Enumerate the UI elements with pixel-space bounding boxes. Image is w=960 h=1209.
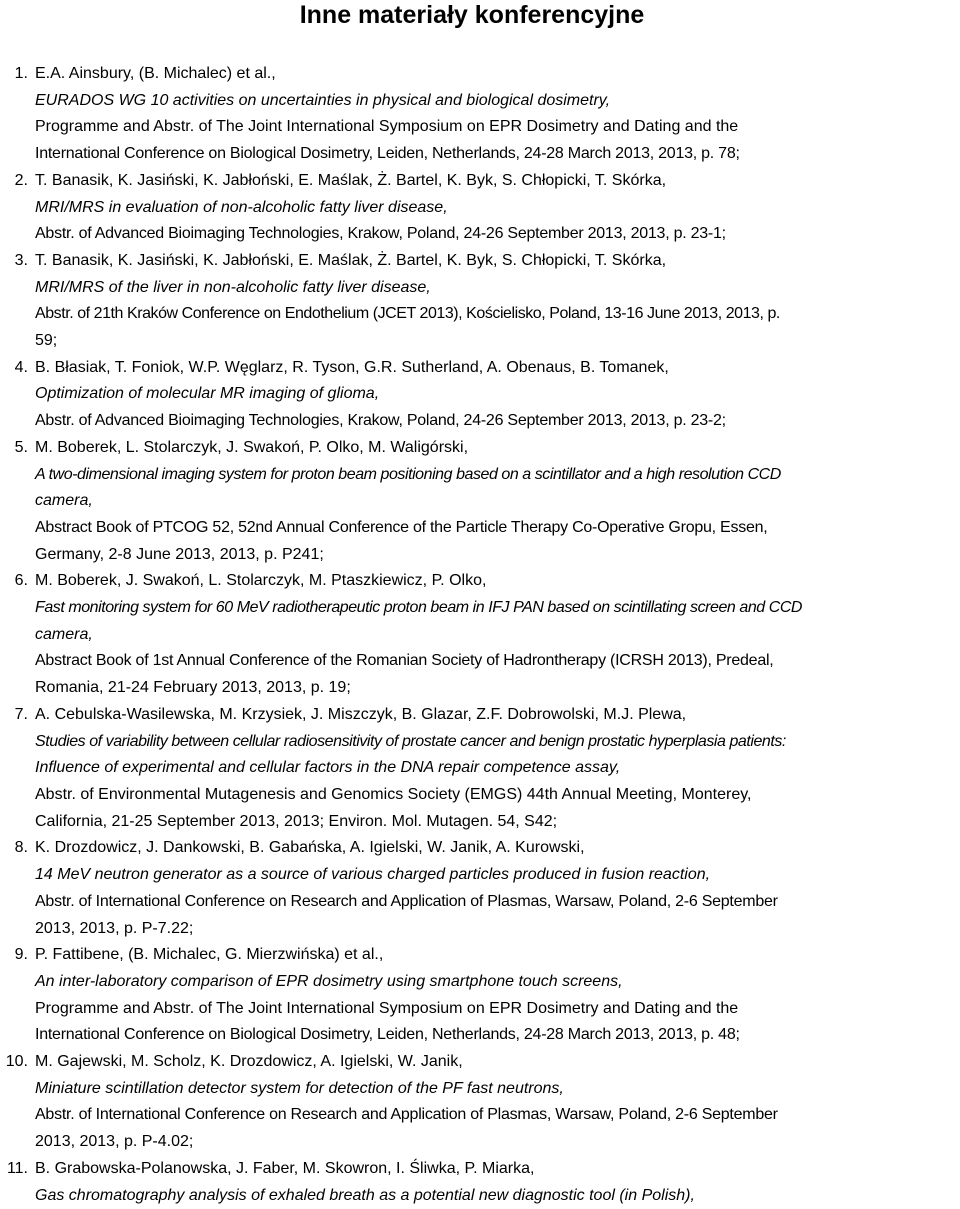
item-number: 11.: [6, 1159, 28, 1177]
authors: A. Cebulska-Wasilewska, M. Krzysiek, J. Miszczyk, B. Glazar, Z.F. Dobrowolski, M.J. Plewa,: [35, 705, 687, 723]
publication-title: Influence of experimental and cellular factors in the DNA repair competence assay,: [35, 759, 621, 777]
list-item: [0, 355, 960, 435]
authors: B. Błasiak, T. Foniok, W.P. Węglarz, R. Tyson, G.R. Sutherland, A. Obenaus, B. Tomanek,: [35, 358, 669, 376]
venue: Abstract Book of 1st Annual Conference of the Romanian Society of Hadrontherapy (ICRSH 2013), Predeal,: [35, 652, 774, 670]
list-item: [0, 835, 960, 942]
item-number: 2.: [14, 171, 28, 189]
venue: Programme and Abstr. of The Joint International Symposium on EPR Dosimetry and Dating and the: [35, 999, 739, 1017]
publication-title: Fast monitoring system for 60 MeV radiotherapeutic proton beam in IFJ PAN based on scintillating screen and CCD: [35, 599, 803, 617]
publication-title: Gas chromatography analysis of exhaled breath as a potential new diagnostic tool (in Polish),: [35, 1186, 695, 1204]
authors: E.A. Ainsbury, (B. Michalec) et al.,: [35, 65, 276, 82]
list-item: [0, 248, 960, 355]
item-number: 9.: [14, 946, 28, 964]
item-number: 6.: [14, 572, 28, 590]
venue: California, 21-25 September 2013, 2013; Environ. Mol. Mutagen. 54, S42;: [35, 812, 558, 830]
authors: T. Banasik, K. Jasiński, K. Jabłoński, E. Maślak, Ż. Bartel, K. Byk, S. Chłopicki, T. Skórka,: [35, 171, 667, 189]
list-item: [0, 61, 960, 168]
authors: T. Banasik, K. Jasiński, K. Jabłoński, E. Maślak, Ż. Bartel, K. Byk, S. Chłopicki, T. Skórka,: [35, 251, 667, 269]
venue: Abstr. of 21th Kraków Conference on Endothelium (JCET 2013), Kościelisko, Poland, 13-16 June 2013, 2013, p.: [35, 305, 780, 323]
authors: M. Gajewski, M. Scholz, K. Drozdowicz, A. Igielski, W. Janik,: [35, 1053, 463, 1071]
publication-title: An inter-laboratory comparison of EPR dosimetry using smartphone touch screens,: [35, 972, 623, 990]
list-item: [0, 1049, 960, 1156]
venue: International Conference on Biological Dosimetry, Leiden, Netherlands, 24-28 March 2013, 2013, p. 78;: [35, 145, 740, 163]
venue: Romania, 21-24 February 2013, 2013, p. 19;: [35, 679, 351, 697]
venue: Abstract Book of PTCOG 52, 52nd Annual Conference of the Particle Therapy Co-Operative Gropu, Essen,: [35, 518, 768, 536]
venue: Germany, 2-8 June 2013, 2013, p. P241;: [35, 545, 324, 563]
publication-title: Miniature scintillation detector system for detection of the PF fast neutrons,: [35, 1079, 564, 1097]
publication-list: [0, 61, 960, 1209]
publication-title: Optimization of molecular MR imaging of glioma,: [35, 385, 380, 403]
publication-title: MRI/MRS of the liver in non-alcoholic fatty liver disease,: [35, 278, 431, 296]
list-item: [0, 942, 960, 1049]
list-item: [0, 702, 960, 836]
item-number: 8.: [14, 839, 28, 857]
list-item: [0, 168, 960, 248]
item-number: 4.: [14, 358, 28, 376]
venue: Abstr. of Environmental Mutagenesis and Genomics Society (EMGS) 44th Annual Meeting, Monterey,: [35, 785, 752, 803]
list-item: [0, 568, 960, 702]
venue: Abstr. of International Conference on Research and Application of Plasmas, Warsaw, Poland, 2-6 September: [35, 1106, 778, 1124]
venue: 59;: [35, 332, 58, 350]
venue: Abstr. of Advanced Bioimaging Technologies, Krakow, Poland, 24-26 September 2013, 2013, p. 23-2;: [35, 412, 726, 430]
item-number: 1.: [14, 65, 28, 82]
authors: M. Boberek, L. Stolarczyk, J. Swakoń, P. Olko, M. Waligórski,: [35, 438, 469, 456]
authors: K. Drozdowicz, J. Dankowski, B. Gabańska, A. Igielski, W. Janik, A. Kurowski,: [35, 839, 585, 857]
item-number: 10.: [5, 1053, 28, 1071]
item-number: 5.: [14, 438, 28, 456]
venue: Abstr. of International Conference on Research and Application of Plasmas, Warsaw, Poland, 2-6 September: [35, 892, 778, 910]
list-item: [0, 435, 960, 569]
item-number: 3.: [14, 251, 28, 269]
publication-title: EURADOS WG 10 activities on uncertainties in physical and biological dosimetry,: [35, 91, 611, 109]
authors: P. Fattibene, (B. Michalec, G. Mierzwińska) et al.,: [35, 946, 384, 964]
authors: M. Boberek, J. Swakoń, L. Stolarczyk, M. Ptaszkiewicz, P. Olko,: [35, 572, 487, 590]
publication-title: camera,: [35, 625, 93, 643]
publication-title: 14 MeV neutron generator as a source of various charged particles produced in fusion reaction,: [35, 866, 711, 884]
publication-title: camera,: [35, 492, 93, 510]
publication-title: Studies of variability between cellular radiosensitivity of prostate cancer and benign prostatic hyperplasia patients:: [35, 732, 786, 750]
venue: Abstr. of Advanced Bioimaging Technologies, Krakow, Poland, 24-26 September 2013, 2013, p. 23-1;: [35, 225, 726, 243]
venue: 2013, 2013, p. P-7.22;: [35, 919, 194, 937]
item-number: 7.: [14, 705, 28, 723]
publication-title: MRI/MRS in evaluation of non-alcoholic fatty liver disease,: [35, 198, 448, 216]
venue: 2013, 2013, p. P-4.02;: [35, 1133, 194, 1151]
list-item: [0, 1156, 960, 1209]
page-title: Inne materiały konferencyjne: [299, 1, 645, 29]
venue: Programme and Abstr. of The Joint International Symposium on EPR Dosimetry and Dating and the: [35, 118, 739, 136]
publication-title: A two-dimensional imaging system for proton beam positioning based on a scintillator and a high resolution CCD: [35, 465, 781, 483]
venue: International Conference on Biological Dosimetry, Leiden, Netherlands, 24-28 March 2013, 2013, p. 48;: [35, 1026, 740, 1044]
authors: B. Grabowska-Polanowska, J. Faber, M. Skowron, I. Śliwka, P. Miarka,: [35, 1159, 535, 1177]
